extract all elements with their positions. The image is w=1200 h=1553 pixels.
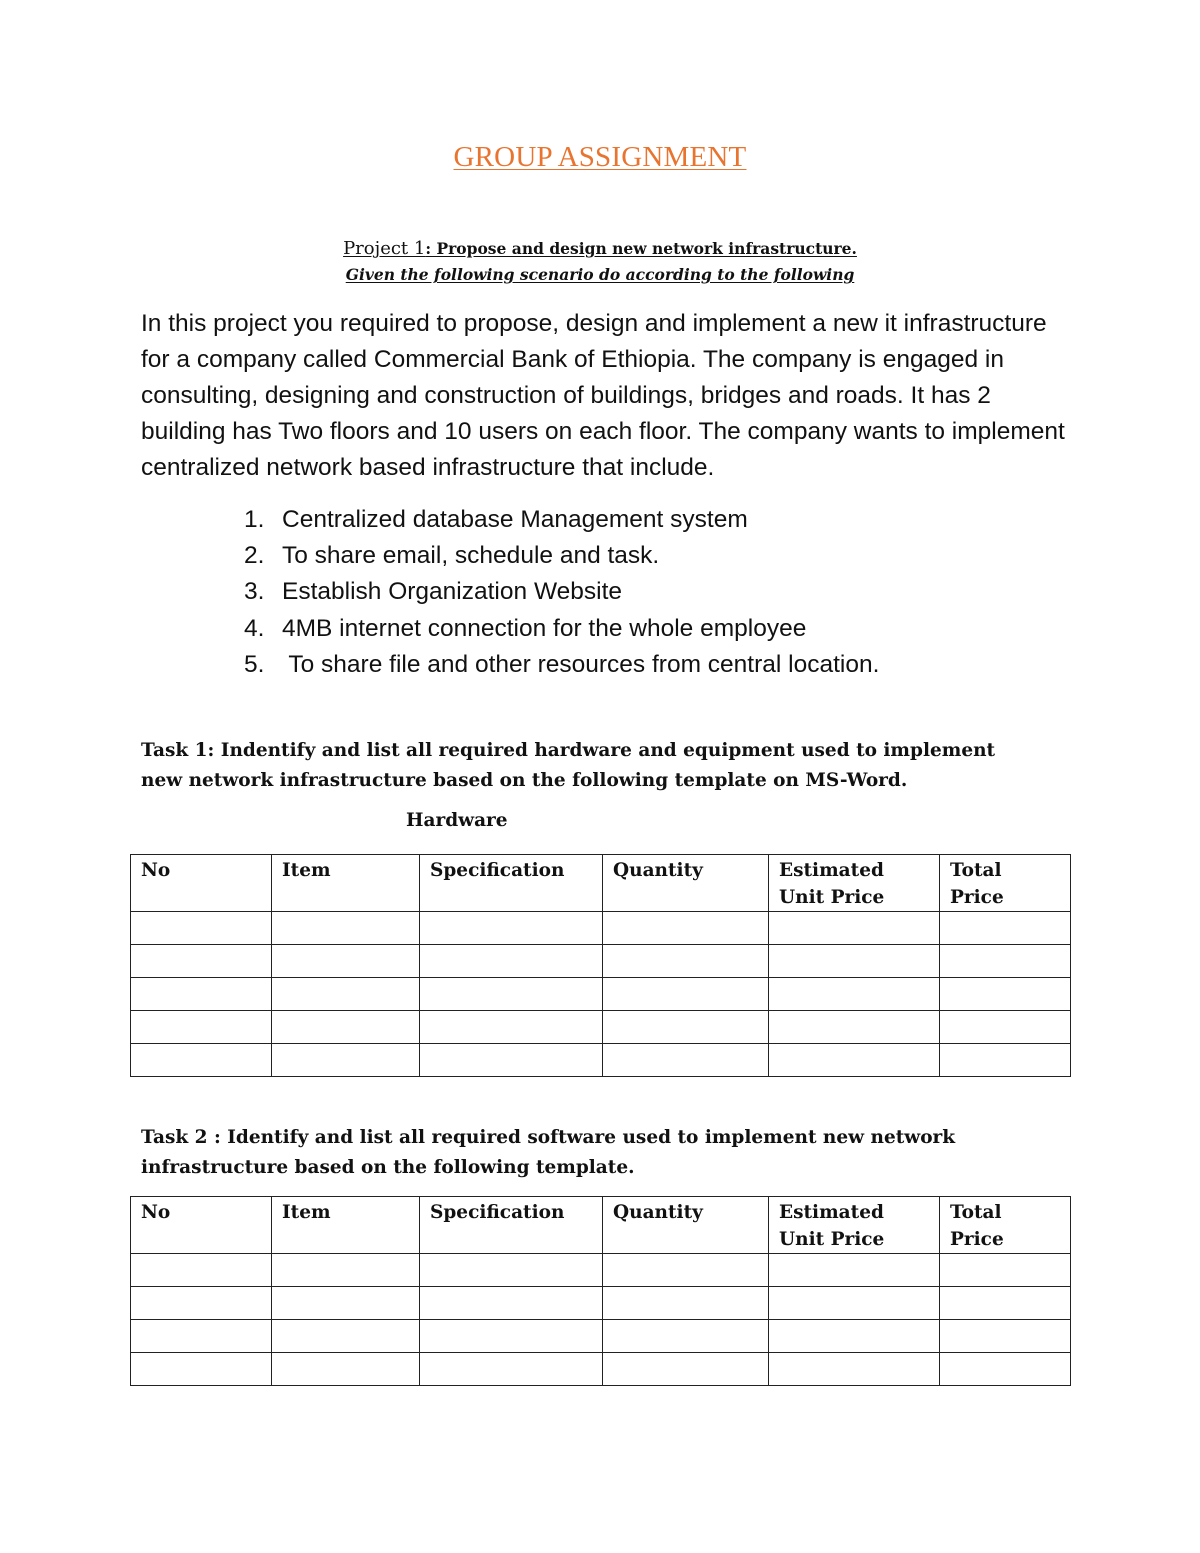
software-table [130, 1196, 1071, 1386]
table-cell[interactable] [131, 912, 272, 945]
table-row [131, 1287, 1071, 1320]
table-cell[interactable] [603, 1254, 769, 1287]
table-cell[interactable] [603, 945, 769, 978]
task-1-text: Task 1: Indentify and list all required hardware and equipment used to implement new network infrastructure based on the following template on MS-Word. [141, 740, 996, 791]
list-item: 5. To share file and other resources from central location. [244, 650, 880, 678]
table-cell[interactable] [131, 1044, 272, 1077]
table-row [131, 945, 1071, 978]
document-title: GROUP ASSIGNMENT [453, 141, 747, 173]
table-cell[interactable] [603, 1044, 769, 1077]
task-2-text: Task 2 : Identify and list all required software used to implement new network infrastructure based on the following template. [141, 1127, 956, 1178]
table-cell[interactable] [272, 978, 420, 1011]
table-cell[interactable] [420, 1044, 603, 1077]
table-cell[interactable] [131, 945, 272, 978]
header-no: No [131, 1197, 272, 1254]
requirements-list [244, 502, 879, 683]
header-specification: Specification [420, 1197, 603, 1254]
table-row [131, 1353, 1071, 1386]
header-specification: Specification [420, 855, 603, 912]
project-label: Project 1 [343, 238, 426, 259]
table-row [131, 1044, 1071, 1077]
table-cell[interactable] [420, 1320, 603, 1353]
table-row [131, 1011, 1071, 1044]
table-cell[interactable] [272, 1044, 420, 1077]
table-cell[interactable] [131, 978, 272, 1011]
table-cell[interactable] [769, 1044, 940, 1077]
header-no: No [131, 855, 272, 912]
header-estimated-unit-price: Estimated Unit Price [769, 855, 940, 912]
table-row [131, 1254, 1071, 1287]
table-header-row [131, 855, 1071, 912]
header-estimated-unit-price: Estimated Unit Price [769, 1197, 940, 1254]
table-cell[interactable] [272, 1254, 420, 1287]
table-cell[interactable] [603, 1011, 769, 1044]
header-item: Item [272, 855, 420, 912]
project-heading [0, 238, 1200, 259]
table-cell[interactable] [131, 1254, 272, 1287]
table-cell[interactable] [131, 1353, 272, 1386]
table-cell[interactable] [603, 978, 769, 1011]
table-cell[interactable] [420, 1287, 603, 1320]
table-cell[interactable] [603, 1353, 769, 1386]
table-cell[interactable] [769, 1320, 940, 1353]
table-row [131, 978, 1071, 1011]
header-quantity: Quantity [603, 1197, 769, 1254]
table-cell[interactable] [940, 1353, 1071, 1386]
table-cell[interactable] [272, 945, 420, 978]
table-cell[interactable] [272, 912, 420, 945]
table-cell[interactable] [769, 912, 940, 945]
project-instruction: Given the following scenario do according to the following [345, 265, 855, 284]
table-header-row [131, 1197, 1071, 1254]
header-quantity: Quantity [603, 855, 769, 912]
table-cell[interactable] [272, 1320, 420, 1353]
table-cell[interactable] [940, 1254, 1071, 1287]
table-cell[interactable] [940, 1287, 1071, 1320]
table-cell[interactable] [603, 912, 769, 945]
table-cell[interactable] [272, 1011, 420, 1044]
table-cell[interactable] [940, 912, 1071, 945]
table-cell[interactable] [272, 1287, 420, 1320]
table-cell[interactable] [940, 978, 1071, 1011]
table-cell[interactable] [769, 1353, 940, 1386]
header-total-price: Total Price [940, 855, 1071, 912]
table-cell[interactable] [940, 945, 1071, 978]
project-heading-text: : Propose and design new network infrastructure. [425, 239, 857, 258]
table-cell[interactable] [769, 1011, 940, 1044]
table-cell[interactable] [769, 1287, 940, 1320]
table-cell[interactable] [131, 1011, 272, 1044]
table-cell[interactable] [420, 1011, 603, 1044]
list-item: 3. Establish Organization Website [244, 578, 622, 606]
table-cell[interactable] [769, 945, 940, 978]
table-cell[interactable] [603, 1287, 769, 1320]
list-item: 4. 4MB internet connection for the whole employee [244, 614, 807, 642]
table-cell[interactable] [420, 1353, 603, 1386]
list-item: 2. To share email, schedule and task. [244, 542, 660, 570]
table-cell[interactable] [420, 945, 603, 978]
table-cell[interactable] [940, 1044, 1071, 1077]
hardware-table-caption: Hardware [406, 810, 508, 831]
list-item: 1. Centralized database Management system [244, 506, 748, 533]
table-cell[interactable] [420, 978, 603, 1011]
table-cell[interactable] [940, 1320, 1071, 1353]
hardware-table [130, 854, 1071, 1077]
table-cell[interactable] [769, 1254, 940, 1287]
table-cell[interactable] [603, 1320, 769, 1353]
table-cell[interactable] [769, 978, 940, 1011]
table-row [131, 912, 1071, 945]
table-cell[interactable] [272, 1353, 420, 1386]
table-row [131, 1320, 1071, 1353]
table-cell[interactable] [940, 1011, 1071, 1044]
table-cell[interactable] [420, 1254, 603, 1287]
header-total-price: Total Price [940, 1197, 1071, 1254]
table-cell[interactable] [131, 1320, 272, 1353]
table-cell[interactable] [131, 1287, 272, 1320]
intro-paragraph: In this project you required to propose, design and implement a new it infrastructure for a company called Commercial Bank of Ethiopia. The company is engaged in consulting, designing and construction of buildings, bridges and roads. It has 2 building has Two floors and 10 users on each floor. The company wants to implement centralized network based infrastructure that include. [141, 310, 1065, 481]
header-item: Item [272, 1197, 420, 1254]
table-cell[interactable] [420, 912, 603, 945]
